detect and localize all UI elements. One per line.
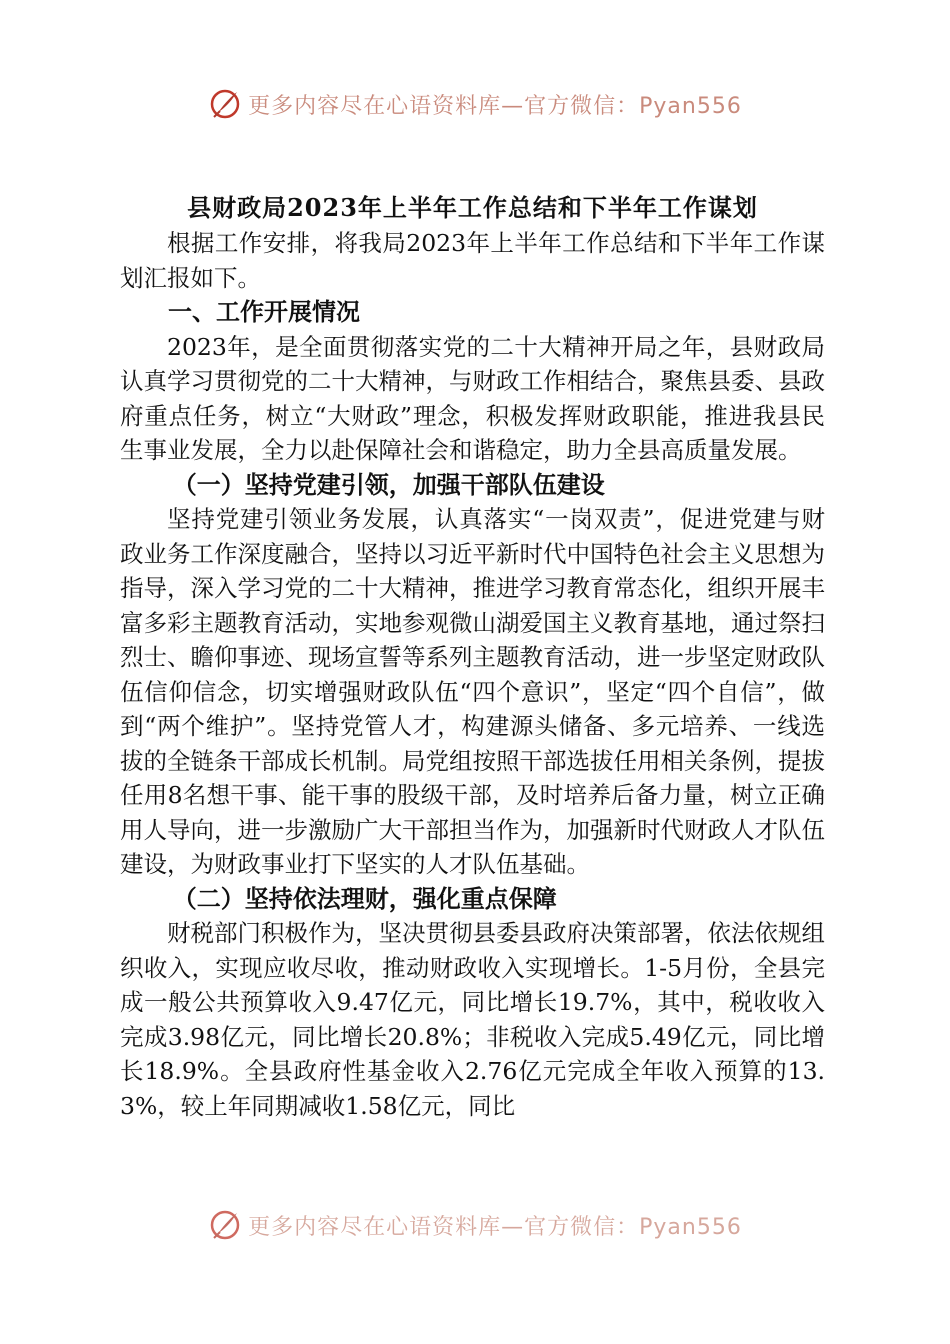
quill-logo-icon [208, 1208, 242, 1242]
document-body [120, 190, 825, 1123]
subsection-2-paragraph: 财税部门积极作为，坚决贯彻县委县政府决策部署，依法依规组织收入，实现应收尽收，推动财政收入实现增长。1-5月份，全县完成一般公共预算收入9.47亿元，同比增长19.7%，其中，税收收入完成3.98亿元，同比增长20.8%；非税收入完成5.49亿元，同比增长18.9%。全县政府性基金收入2.76亿元完成全年收入预算的13.3%，较上年同期减收1.58亿元，同比 [120, 919, 825, 1120]
subsection-heading-1: （一）坚持党建引领，加强干部队伍建设 [172, 469, 605, 499]
subsection-1-paragraph: 坚持党建引领业务发展，认真落实“一岗双责”，促进党建与财政业务工作深度融合，坚持以习近平新时代中国特色社会主义思想为指导，深入学习党的二十大精神，推进学习教育常态化，组织开展丰富多彩主题教育活动，实地参观微山湖爱国主义教育基地，通过祭扫烈士、瞻仰事迹、现场宣誓等系列主题教育活动，进一步坚定财政队伍信仰信念，切实增强财政队伍“四个意识”，坚定“四个自信”，做到“两个维护”。坚持党管人才，构建源头储备、多元培养、一线选拔的全链条干部成长机制。局党组按照干部选拔任用相关条例，提拔任用8名想干事、能干事的股级干部，及时培养后备力量，树立正确用人导向，进一步激励广大干部担当作为，加强新时代财政人才队伍建设，为财政事业打下坚实的人才队伍基础。 [120, 505, 825, 878]
watermark-header [0, 84, 950, 124]
watermark-text: 更多内容尽在心语资料库—官方微信：Pyan556 [248, 93, 742, 119]
watermark-text: 更多内容尽在心语资料库—官方微信：Pyan556 [248, 1214, 742, 1240]
quill-logo-icon [208, 87, 242, 121]
watermark-footer [0, 1205, 950, 1245]
subsection-heading-2: （二）坚持依法理财，强化重点保障 [172, 883, 557, 913]
document-title: 县财政局2023年上半年工作总结和下半年工作谋划 [187, 193, 758, 222]
section-heading-1: 一、工作开展情况 [168, 297, 360, 326]
section-1-paragraph: 2023年，是全面贯彻落实党的二十大精神开局之年，县财政局认真学习贯彻党的二十大精神，与财政工作相结合，聚焦县委、县政府重点任务，树立“大财政”理念，积极发挥财政职能，推进我县民生事业发展，全力以赴保障社会和谐稳定，助力全县高质量发展。 [120, 332, 825, 464]
intro-paragraph: 根据工作安排，将我局2023年上半年工作总结和下半年工作谋划汇报如下。 [120, 229, 825, 292]
